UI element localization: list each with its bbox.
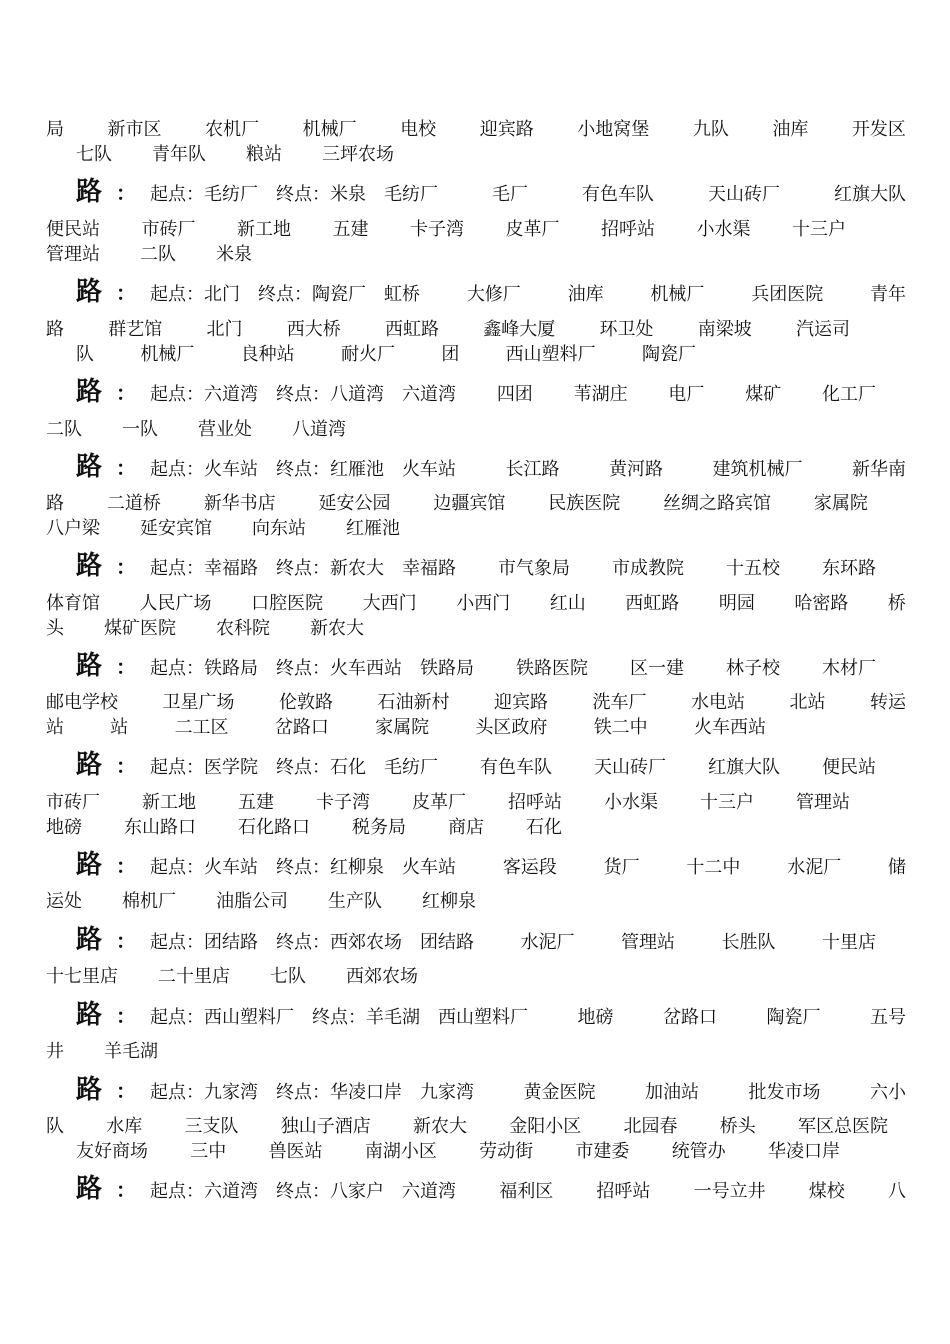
stop: 水泥厂 xyxy=(787,857,842,878)
route-heading xyxy=(76,651,906,681)
route-start: 起点：西山塑料厂 xyxy=(150,1007,295,1028)
stop: 市气象局 xyxy=(498,558,570,579)
stop: 九家湾 xyxy=(420,1082,475,1103)
stop: 八户梁 xyxy=(46,518,100,539)
route-heading xyxy=(76,925,906,955)
route-start: 起点：幸福路 xyxy=(150,558,259,579)
stop: 米泉 xyxy=(216,244,252,265)
stop: 黄河路 xyxy=(608,459,663,480)
text-line-9 xyxy=(46,517,906,541)
route-heading xyxy=(76,1174,906,1204)
stop: 机械厂 xyxy=(302,119,357,140)
stop: 新农大 xyxy=(413,1116,467,1137)
stop: 税务局 xyxy=(352,817,406,838)
stop: 迎宾路 xyxy=(494,692,548,713)
route-end: 终点：红雁池 xyxy=(276,459,385,480)
stop: 有色车队 xyxy=(480,757,552,778)
route-colon: ： xyxy=(116,929,137,953)
stop: 批发市场 xyxy=(748,1082,821,1103)
stop: 招呼站 xyxy=(596,1181,651,1202)
route-start: 起点：团结路 xyxy=(150,932,259,953)
stop: 木材厂 xyxy=(821,658,876,679)
stop: 南梁坡 xyxy=(697,319,752,340)
route-label: 路 xyxy=(76,750,103,780)
stop: 铁路局 xyxy=(420,658,475,679)
text-line-17 xyxy=(46,965,906,989)
stop: 石化路口 xyxy=(238,817,310,838)
stop: 农科院 xyxy=(216,618,270,639)
stop: 电厂 xyxy=(668,384,705,405)
stop: 六道湾 xyxy=(402,384,457,405)
stop: 二工区 xyxy=(174,717,229,738)
stop: 便民站 xyxy=(821,757,876,778)
stop: 伦敦路 xyxy=(279,692,333,713)
text-line-13 xyxy=(46,716,766,740)
route-label: 路 xyxy=(76,551,103,581)
route-label: 路 xyxy=(76,1000,103,1030)
stop: 二队 xyxy=(140,244,176,265)
stop: 苇湖庄 xyxy=(573,384,628,405)
stop: 十七里店 xyxy=(46,966,118,987)
stop: 红山 xyxy=(549,593,586,614)
stop: 化工厂 xyxy=(822,384,876,405)
stop: 小水渠 xyxy=(696,219,751,240)
stop: 油库 xyxy=(567,284,604,305)
stop: 陶瓷厂 xyxy=(766,1007,821,1028)
stop: 金阳小区 xyxy=(509,1116,582,1137)
stop: 岔路口 xyxy=(274,717,329,738)
route-heading xyxy=(76,452,906,482)
stop: 羊毛湖 xyxy=(104,1041,158,1062)
text-line-16 xyxy=(46,890,906,914)
stop: 站 xyxy=(46,717,64,738)
stop: 铁二中 xyxy=(593,717,648,738)
text-line-3 xyxy=(46,218,846,242)
route-start: 起点：北门 xyxy=(150,284,241,305)
route-start: 起点：九家湾 xyxy=(150,1082,259,1103)
text-line-12 xyxy=(46,691,906,715)
stop: 兽医站 xyxy=(268,1141,323,1162)
stop: 毛纺厂 xyxy=(384,184,439,205)
stop: 西山塑料厂 xyxy=(438,1007,529,1028)
text-line-11 xyxy=(46,617,906,641)
stop: 桥头 xyxy=(719,1116,756,1137)
stop: 劳动街 xyxy=(479,1141,534,1162)
route-heading xyxy=(76,277,906,307)
route-start: 起点：火车站 xyxy=(150,459,259,480)
stop: 华凌口岸 xyxy=(767,1141,840,1162)
text-line-10 xyxy=(46,592,906,616)
stop: 良种站 xyxy=(240,344,295,365)
stop: 水电站 xyxy=(691,692,745,713)
stop: 水泥厂 xyxy=(520,932,575,953)
route-end: 终点：火车西站 xyxy=(276,658,403,679)
stop: 友好商场 xyxy=(76,1141,148,1162)
stop: 煤矿医院 xyxy=(104,618,176,639)
stop: 明园 xyxy=(718,593,755,614)
stop: 皮革厂 xyxy=(505,219,560,240)
text-line-18 xyxy=(46,1040,906,1064)
route-heading xyxy=(76,177,906,207)
stop: 煤校 xyxy=(808,1181,845,1202)
stop: 市砖厂 xyxy=(141,219,196,240)
stop: 石油新村 xyxy=(377,692,450,713)
stop: 客运段 xyxy=(502,857,557,878)
stop: 延安宾馆 xyxy=(140,518,212,539)
stop: 转运 xyxy=(870,692,906,713)
stop: 机械厂 xyxy=(140,344,195,365)
stop: 向东站 xyxy=(252,518,306,539)
route-colon: ： xyxy=(116,655,137,679)
stop: 林子校 xyxy=(725,658,780,679)
route-label: 路 xyxy=(76,277,103,307)
stop: 幸福路 xyxy=(402,558,457,579)
stop: 油脂公司 xyxy=(216,891,288,912)
stop: 红雁池 xyxy=(346,518,400,539)
stop: 队 xyxy=(76,344,94,365)
stop: 迎宾路 xyxy=(479,119,534,140)
route-label: 路 xyxy=(76,452,103,482)
stop: 地磅 xyxy=(46,817,82,838)
route-heading xyxy=(76,750,906,780)
route-start: 起点：火车站 xyxy=(150,857,259,878)
stop: 西大桥 xyxy=(286,319,341,340)
stop: 二队 xyxy=(46,419,82,440)
stop: 团结路 xyxy=(420,932,475,953)
stop: 五号 xyxy=(869,1007,906,1028)
text-line-19 xyxy=(46,1115,888,1139)
stop: 新农大 xyxy=(310,618,364,639)
stop: 新工地 xyxy=(237,219,291,240)
stop: 油库 xyxy=(772,119,809,140)
stop: 九队 xyxy=(692,119,729,140)
stop: 西虹路 xyxy=(385,319,439,340)
stop: 粮站 xyxy=(246,144,282,165)
stop: 八道湾 xyxy=(292,419,346,440)
route-label: 路 xyxy=(76,651,103,681)
stop: 丝绸之路宾馆 xyxy=(663,493,772,514)
stop: 二十里店 xyxy=(158,966,230,987)
stop: 市成教院 xyxy=(611,558,684,579)
route-label: 路 xyxy=(76,925,103,955)
stop: 农机厂 xyxy=(205,119,260,140)
route-end: 终点：八道湾 xyxy=(276,384,385,405)
stop: 南湖小区 xyxy=(364,1141,437,1162)
route-label: 路 xyxy=(76,1075,103,1105)
stop: 石化 xyxy=(526,817,562,838)
stop: 统管办 xyxy=(671,1141,726,1162)
text-line-8 xyxy=(46,492,868,516)
stop: 六小 xyxy=(869,1082,906,1103)
route-heading xyxy=(76,1075,906,1105)
stop: 北园春 xyxy=(623,1116,678,1137)
route-colon: ： xyxy=(116,1178,137,1202)
stop: 三坪农场 xyxy=(322,144,394,165)
route-start: 起点：六道湾 xyxy=(150,1181,259,1202)
stop: 三中 xyxy=(190,1141,227,1162)
stop: 五建 xyxy=(332,219,369,240)
stop: 局 xyxy=(46,119,64,140)
stop: 新工地 xyxy=(142,792,196,813)
route-start: 起点：医学院 xyxy=(150,757,259,778)
stop: 汽运司 xyxy=(796,319,850,340)
route-end: 终点：羊毛湖 xyxy=(312,1007,421,1028)
stop: 电校 xyxy=(400,119,437,140)
stop: 延安公园 xyxy=(318,493,391,514)
stop: 开发区 xyxy=(851,119,906,140)
stop: 天山砖厂 xyxy=(707,184,780,205)
stop: 环卫处 xyxy=(599,319,654,340)
route-end: 终点：西郊农场 xyxy=(276,932,403,953)
route-colon: ： xyxy=(116,854,137,878)
stop: 路 xyxy=(46,319,64,340)
stop: 毛纺厂 xyxy=(384,757,439,778)
route-label: 路 xyxy=(76,1174,103,1204)
stop: 招呼站 xyxy=(601,219,655,240)
route-heading xyxy=(76,551,906,581)
stop: 棉机厂 xyxy=(122,891,176,912)
route-colon: ： xyxy=(116,456,137,480)
route-end: 终点：新农大 xyxy=(276,558,385,579)
stop: 队 xyxy=(46,1116,64,1137)
stop: 管理站 xyxy=(620,932,675,953)
route-heading xyxy=(76,1000,906,1030)
stop: 口腔医院 xyxy=(251,593,324,614)
stop: 头区政府 xyxy=(475,717,548,738)
stop: 管理站 xyxy=(46,244,100,265)
stop: 站 xyxy=(110,717,129,738)
route-end: 终点：石化 xyxy=(276,757,367,778)
stop: 福利区 xyxy=(499,1181,554,1202)
stop: 大修厂 xyxy=(466,284,521,305)
stop: 西虹路 xyxy=(625,593,680,614)
stop: 便民站 xyxy=(46,219,100,240)
stop: 西山塑料厂 xyxy=(505,344,596,365)
stop: 毛厂 xyxy=(492,184,528,205)
stop: 黄金医院 xyxy=(523,1082,596,1103)
stop: 区一建 xyxy=(629,658,684,679)
route-end: 终点：米泉 xyxy=(276,184,367,205)
stop: 十五校 xyxy=(725,558,780,579)
stop: 头 xyxy=(46,618,64,639)
route-colon: ： xyxy=(116,281,137,305)
stop: 民族医院 xyxy=(548,493,621,514)
route-end: 终点：华凌口岸 xyxy=(276,1082,403,1103)
text-line-4 xyxy=(46,243,906,267)
stop: 三支队 xyxy=(184,1116,239,1137)
stop: 边疆宾馆 xyxy=(433,493,506,514)
stop: 八 xyxy=(887,1181,906,1202)
stop: 陶瓷厂 xyxy=(641,344,696,365)
stop: 煤矿 xyxy=(745,384,782,405)
stop: 鑫峰大厦 xyxy=(483,319,556,340)
stop: 七队 xyxy=(76,144,112,165)
route-start: 起点：六道湾 xyxy=(150,384,259,405)
stop: 家属院 xyxy=(375,717,430,738)
stop: 红旗大队 xyxy=(707,757,780,778)
stop: 青年队 xyxy=(152,144,206,165)
route-label: 路 xyxy=(76,177,103,207)
stop: 机械厂 xyxy=(650,284,705,305)
stop: 新华书店 xyxy=(203,493,276,514)
stop: 营业处 xyxy=(198,419,252,440)
stop: 储 xyxy=(888,857,906,878)
stop: 商店 xyxy=(448,817,484,838)
route-colon: ： xyxy=(116,1079,137,1103)
route-heading xyxy=(76,850,906,880)
stop: 东山路口 xyxy=(124,817,196,838)
stop: 井 xyxy=(46,1041,64,1062)
stop: 地磅 xyxy=(577,1007,614,1028)
stop: 长胜队 xyxy=(721,932,776,953)
stop: 火车西站 xyxy=(693,717,766,738)
stop: 水库 xyxy=(106,1116,143,1137)
stop: 军区总医院 xyxy=(798,1116,888,1137)
text-line-15 xyxy=(46,816,562,840)
stop: 卡子湾 xyxy=(316,792,370,813)
route-colon: ： xyxy=(116,1004,137,1028)
stop: 小西门 xyxy=(456,593,511,614)
text-line-2 xyxy=(76,143,906,167)
stop: 桥 xyxy=(887,593,906,614)
stop: 火车站 xyxy=(402,459,457,480)
stop: 新市区 xyxy=(107,119,162,140)
stop: 新华南 xyxy=(851,459,906,480)
stop: 七队 xyxy=(270,966,306,987)
stop: 有色车队 xyxy=(581,184,654,205)
stop: 一号立井 xyxy=(693,1181,766,1202)
route-colon: ： xyxy=(116,381,137,405)
route-start: 起点：毛纺厂 xyxy=(150,184,259,205)
stop: 哈密路 xyxy=(794,593,849,614)
stop: 虹桥 xyxy=(384,284,421,305)
stop: 五建 xyxy=(238,792,274,813)
stop: 十里店 xyxy=(821,932,876,953)
stop: 人民广场 xyxy=(139,593,212,614)
route-label: 路 xyxy=(76,377,103,407)
stop: 建筑机械厂 xyxy=(712,459,803,480)
stop: 四团 xyxy=(496,384,533,405)
stop: 卡子湾 xyxy=(410,219,464,240)
route-start: 起点：铁路局 xyxy=(150,658,259,679)
text-line-14 xyxy=(46,791,850,815)
stop: 管理站 xyxy=(796,792,850,813)
stop: 体育馆 xyxy=(46,593,100,614)
route-label: 路 xyxy=(76,850,103,880)
stop: 北站 xyxy=(789,692,826,713)
route-colon: ： xyxy=(116,555,137,579)
text-line-5 xyxy=(46,318,850,342)
stop: 招呼站 xyxy=(508,792,562,813)
stop: 天山砖厂 xyxy=(593,757,666,778)
stop: 家属院 xyxy=(813,493,868,514)
stop: 耐火厂 xyxy=(340,344,395,365)
text-line-20 xyxy=(76,1140,840,1164)
stop: 岔路口 xyxy=(662,1007,717,1028)
stop: 青年 xyxy=(870,284,906,305)
stop: 长江路 xyxy=(505,459,560,480)
stop: 群艺馆 xyxy=(108,319,163,340)
route-end: 终点：红柳泉 xyxy=(276,857,385,878)
stop: 市砖厂 xyxy=(46,792,100,813)
stop: 十二中 xyxy=(686,857,741,878)
stop: 铁路医院 xyxy=(516,658,588,679)
route-end: 终点：陶瓷厂 xyxy=(258,284,367,305)
text-line-6 xyxy=(76,343,696,367)
stop: 洗车厂 xyxy=(592,692,647,713)
route-colon: ： xyxy=(116,754,137,778)
stop: 红柳泉 xyxy=(422,891,476,912)
stop: 一队 xyxy=(122,419,158,440)
stop: 卫星广场 xyxy=(162,692,235,713)
stop: 小水渠 xyxy=(604,792,658,813)
stop: 火车站 xyxy=(402,857,457,878)
text-line-1 xyxy=(46,118,906,142)
stop: 小地窝堡 xyxy=(577,119,650,140)
route-heading xyxy=(76,377,906,407)
stop: 大西门 xyxy=(362,593,417,614)
stop: 红旗大队 xyxy=(833,184,906,205)
stop: 市建委 xyxy=(575,1141,630,1162)
stop: 东环路 xyxy=(821,558,876,579)
stop: 六道湾 xyxy=(402,1181,457,1202)
stop: 十三户 xyxy=(792,219,846,240)
stop: 西郊农场 xyxy=(346,966,418,987)
route-end: 终点：八家户 xyxy=(276,1181,385,1202)
stop: 十三户 xyxy=(700,792,754,813)
stop: 运处 xyxy=(46,891,82,912)
stop: 货厂 xyxy=(603,857,640,878)
stop: 邮电学校 xyxy=(46,692,118,713)
stop: 路 xyxy=(46,493,64,514)
stop: 团 xyxy=(441,344,460,365)
stop: 独山子酒店 xyxy=(280,1116,371,1137)
route-colon: ： xyxy=(116,181,137,205)
stop: 兵团医院 xyxy=(751,284,824,305)
stop: 皮革厂 xyxy=(412,792,466,813)
text-line-7 xyxy=(46,418,906,442)
stop: 北门 xyxy=(206,319,243,340)
stop: 二道桥 xyxy=(106,493,161,514)
stop: 生产队 xyxy=(328,891,382,912)
stop: 加油站 xyxy=(644,1082,699,1103)
